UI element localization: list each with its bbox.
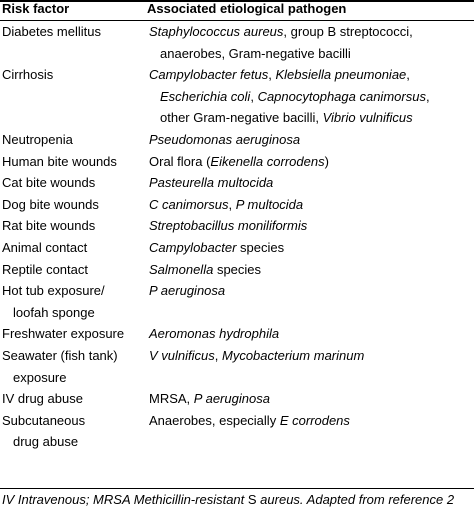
- pathogen-line: [149, 151, 474, 173]
- pathogen-text: ,: [406, 67, 410, 83]
- pathogen-cell: [149, 323, 474, 345]
- pathogen-text: Vibrio vulnificus: [322, 110, 413, 126]
- pathogen-text: Streptobacillus moniliformis: [149, 218, 308, 234]
- pathogen-cell: [149, 129, 474, 151]
- risk-factor-text: Freshwater exposure: [2, 326, 125, 342]
- pathogen-line: [149, 172, 474, 194]
- pathogen-line: [149, 194, 474, 216]
- pathogen-text: ,: [214, 348, 222, 363]
- pathogen-text: ,: [425, 88, 430, 104]
- pathogen-text: Campylobacter: [149, 240, 237, 255]
- pathogen-text: Staphylococcus aureus: [149, 24, 284, 39]
- pathogen-text: E corrodens: [279, 412, 350, 428]
- risk-factor-cell: [2, 64, 142, 86]
- risk-factor-cell: [2, 172, 142, 194]
- pathogen-text: Aeromonas hydrophila: [149, 326, 280, 342]
- pathogen-text: , group B streptococci,: [283, 24, 413, 39]
- risk-factor-cell: [2, 151, 142, 173]
- table-footnote: [2, 492, 454, 508]
- pathogen-cell: [149, 259, 474, 281]
- pathogen-line: [149, 345, 474, 367]
- pathogen-line: [149, 129, 474, 151]
- risk-factor-text: Dog bite wounds: [2, 196, 99, 212]
- pathogen-text: Capnocytophaga canimorsus: [257, 88, 426, 104]
- pathogen-cell: [149, 237, 474, 259]
- risk-factor-cell: [2, 259, 142, 281]
- risk-factor-text: Seawater (fish tank): [2, 348, 118, 363]
- header-pathogen: Associated etiological pathogen: [147, 1, 347, 16]
- risk-factor-cell: [2, 280, 142, 323]
- pathogen-text: Pseudomonas aeruginosa: [149, 132, 301, 147]
- footnote-text: S: [247, 492, 257, 507]
- risk-factor-text: Cirrhosis: [2, 67, 54, 83]
- risk-factor-text: Cat bite wounds: [2, 175, 96, 191]
- pathogen-cell: [149, 215, 474, 237]
- pathogen-text: C canimorsus: [149, 196, 229, 212]
- pathogen-line: [149, 259, 474, 281]
- pathogen-text: ,: [268, 67, 276, 83]
- pathogen-cell: [149, 64, 474, 129]
- pathogen-cell: [149, 172, 474, 194]
- risk-factor-cell: [2, 237, 142, 259]
- pathogen-line: [149, 64, 474, 86]
- risk-factor-text: Diabetes mellitus: [2, 24, 101, 39]
- footnote-text: IV Intravenous; MRSA Methicillin-resistant: [2, 492, 248, 507]
- risk-factor-cell: [2, 323, 142, 345]
- pathogen-text: Escherichia coli: [160, 88, 251, 104]
- risk-factor-cell: [2, 215, 142, 237]
- pathogen-text: species: [236, 240, 285, 255]
- pathogen-line: [149, 21, 474, 43]
- pathogen-cell: [149, 345, 474, 367]
- risk-factor-text: Hot tub exposure/: [2, 283, 105, 299]
- pathogen-line: [149, 215, 474, 237]
- pathogen-text: ,: [228, 196, 236, 212]
- pathogen-cell: [149, 280, 474, 302]
- risk-factor-cell: [2, 345, 142, 388]
- pathogen-text: MRSA,: [149, 391, 194, 407]
- pathogen-text: ,: [250, 88, 258, 104]
- risk-factor-text: IV drug abuse: [2, 391, 83, 407]
- risk-factor-text: Reptile contact: [2, 261, 88, 277]
- pathogen-cell: [149, 21, 474, 64]
- pathogen-line: [149, 388, 474, 410]
- pathogen-text: Oral flora (: [149, 153, 211, 169]
- pathogen-line: [149, 86, 474, 108]
- pathogen-text: Campylobacter fetus: [149, 67, 269, 83]
- pathogen-text: ): [324, 153, 329, 169]
- pathogen-text: Pasteurella multocida: [149, 175, 274, 191]
- pathogen-cell: [149, 151, 474, 173]
- risk-factor-text: loofah sponge: [13, 304, 95, 320]
- pathogen-text: V vulnificus: [149, 348, 215, 363]
- pathogen-text: anaerobes, Gram-negative bacilli: [160, 45, 351, 61]
- risk-factor-cell: [2, 129, 142, 151]
- pathogen-line: [149, 107, 474, 129]
- risk-factor-text: Human bite wounds: [2, 153, 117, 169]
- risk-factor-text: Rat bite wounds: [2, 218, 96, 234]
- footnote-text: aureus. Adapted from reference 2: [256, 492, 455, 507]
- table-bottom-rule: [0, 488, 474, 489]
- header-risk-factor: Risk factor: [2, 1, 70, 16]
- risk-factor-cell: [2, 388, 142, 410]
- risk-factor-text: Animal contact: [2, 240, 88, 255]
- pathogen-text: P multocida: [235, 196, 304, 212]
- risk-factor-cell: [2, 194, 142, 216]
- pathogen-text: P aeruginosa: [193, 391, 270, 407]
- risk-factor-cell: [2, 21, 142, 43]
- pathogen-line: [149, 43, 474, 65]
- pathogen-text: species: [213, 261, 262, 277]
- pathogen-text: P aeruginosa: [149, 283, 226, 299]
- pathogen-text: Anaerobes, especially: [149, 412, 280, 428]
- pathogen-line: [149, 237, 474, 259]
- pathogen-text: Eikenella corrodens: [210, 153, 325, 169]
- pathogen-text: Klebsiella pneumoniae: [275, 67, 407, 83]
- pathogen-line: [149, 410, 474, 432]
- pathogen-text: other Gram-negative bacilli,: [160, 110, 323, 126]
- risk-factor-text: Neutropenia: [2, 132, 73, 147]
- pathogen-cell: [149, 388, 474, 410]
- risk-factor-text: Subcutaneous: [2, 412, 86, 428]
- pathogen-text: Mycobacterium marinum: [221, 348, 365, 363]
- risk-factor-cell: [2, 410, 142, 453]
- pathogen-line: [149, 280, 474, 302]
- pathogen-text: Salmonella: [149, 261, 214, 277]
- pathogen-line: [149, 323, 474, 345]
- risk-factor-text: exposure: [13, 369, 67, 385]
- pathogen-cell: [149, 194, 474, 216]
- risk-factor-text: drug abuse: [13, 434, 79, 450]
- pathogen-cell: [149, 410, 474, 432]
